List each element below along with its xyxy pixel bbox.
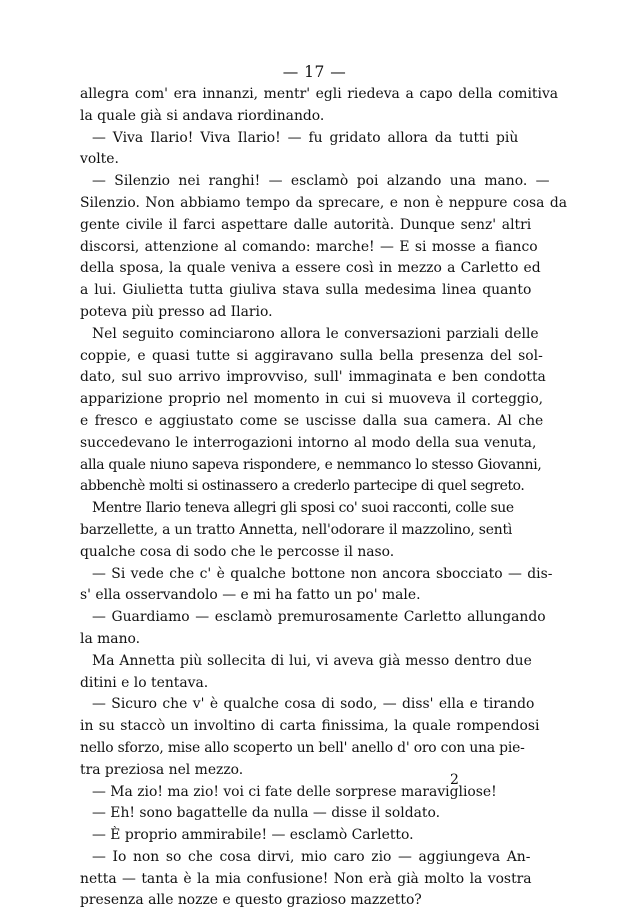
text-line: tra preziosa nel mezzo. [80,761,244,778]
text-line: s' ella osservandolo — e mi ha fatto un po' male. [80,587,421,604]
text-line: — Viva Ilario! Viva Ilario! — fu gridato allora da tutti più [92,129,519,146]
text-line: Nel seguito cominciarono allora le conversazioni parziali delle [92,325,539,342]
text-line: nello sforzo, mise allo scoperto un bell' anello d' oro con una pie- [80,739,525,756]
text-line: ditini e lo tentava. [80,674,209,691]
text-line: gente civile il farci aspettare dalle autorità. Dunque senz' altri [80,216,532,233]
text-line: poteva più presso ad Ilario. [80,303,273,320]
page-number: — 17 — [282,63,347,81]
text-line: in su staccò un involtino di carta finissima, la quale rompendosi [80,718,540,735]
text-line: — Guardiamo — esclamò premurosamente Carletto allungando [92,609,546,626]
text-line: apparizione proprio nel momento in cui si muoveva il corteggio, [80,391,544,408]
text-line: qualche cosa di sodo che le percosse il naso. [80,543,395,560]
text-line: coppie, e quasi tutte si aggiravano sulla bella presenza del sol- [80,347,543,364]
text-line: a lui. Giulietta tutta giuliva stava sulla medesima linea quanto [80,282,532,299]
text-line: presenza alle nozze e questo grazioso mazzetto? [80,892,422,909]
text-line: allegra com' era innanzi, mentr' egli riedeva a capo della comitiva [80,86,559,102]
text-line: — Silenzio nei ranghi! — esclamò poi alzando una mano. — [92,173,550,190]
text-line: Ma Annetta più sollecita di lui, vi aveva già messo dentro due [92,652,532,669]
text-line: netta — tanta è la mia confusione! Non erà già molto la vostra [80,870,532,887]
text-line: — Eh! sono bagattelle da nulla — disse il soldato. [92,805,440,822]
text-line: — È proprio ammirabile! — esclamò Carletto. [92,827,414,844]
body-text [80,84,568,912]
text-line: la mano. [80,630,141,647]
text-line: dato, sul suo arrivo improvviso, sull' immaginata e ben condotta [80,369,546,386]
text-line: — Si vede che c' è qualche bottone non ancora sbocciato — dis- [92,565,553,582]
text-line: e fresco e aggiustato come se uscisse dalla sua camera. Al che [80,412,544,429]
text-line: volte. [80,151,119,168]
text-line: barzellette, a un tratto Annetta, nell'odorare il mazzolino, sentì [80,521,513,538]
text-line: alla quale niuno sapeva rispondere, e nemmanco lo stesso Giovanni, [80,456,542,473]
text-line: Mentre Ilario teneva allegri gli sposi co' suoi racconti, colle sue [92,500,514,517]
text-line: discorsi, attenzione al comando: marche! — E si mosse a fianco [80,238,538,255]
text-line: della sposa, la quale veniva a essere così in mezzo a Carletto ed [80,260,541,277]
text-line: — Io non so che cosa dirvi, mio caro zio — aggiungeva An- [92,848,531,865]
text-line: succedevano le interrogazioni intorno al modo della sua venuta, [80,434,537,451]
text-line: Silenzio. Non abbiamo tempo da sprecare, e non è neppure cosa da [80,194,568,211]
signature-mark: 2 [450,772,459,788]
text-line: abbenchè molti si ostinassero a crederlo partecipe di quel segreto. [80,478,525,495]
text-line: — Ma zio! ma zio! voi ci fate delle sorprese maravigliose! [92,783,497,800]
text-line: — Sicuro che v' è qualche cosa di sodo, — diss' ella e tirando [92,696,535,713]
text-line: la quale già si andava riordinando. [80,107,325,124]
